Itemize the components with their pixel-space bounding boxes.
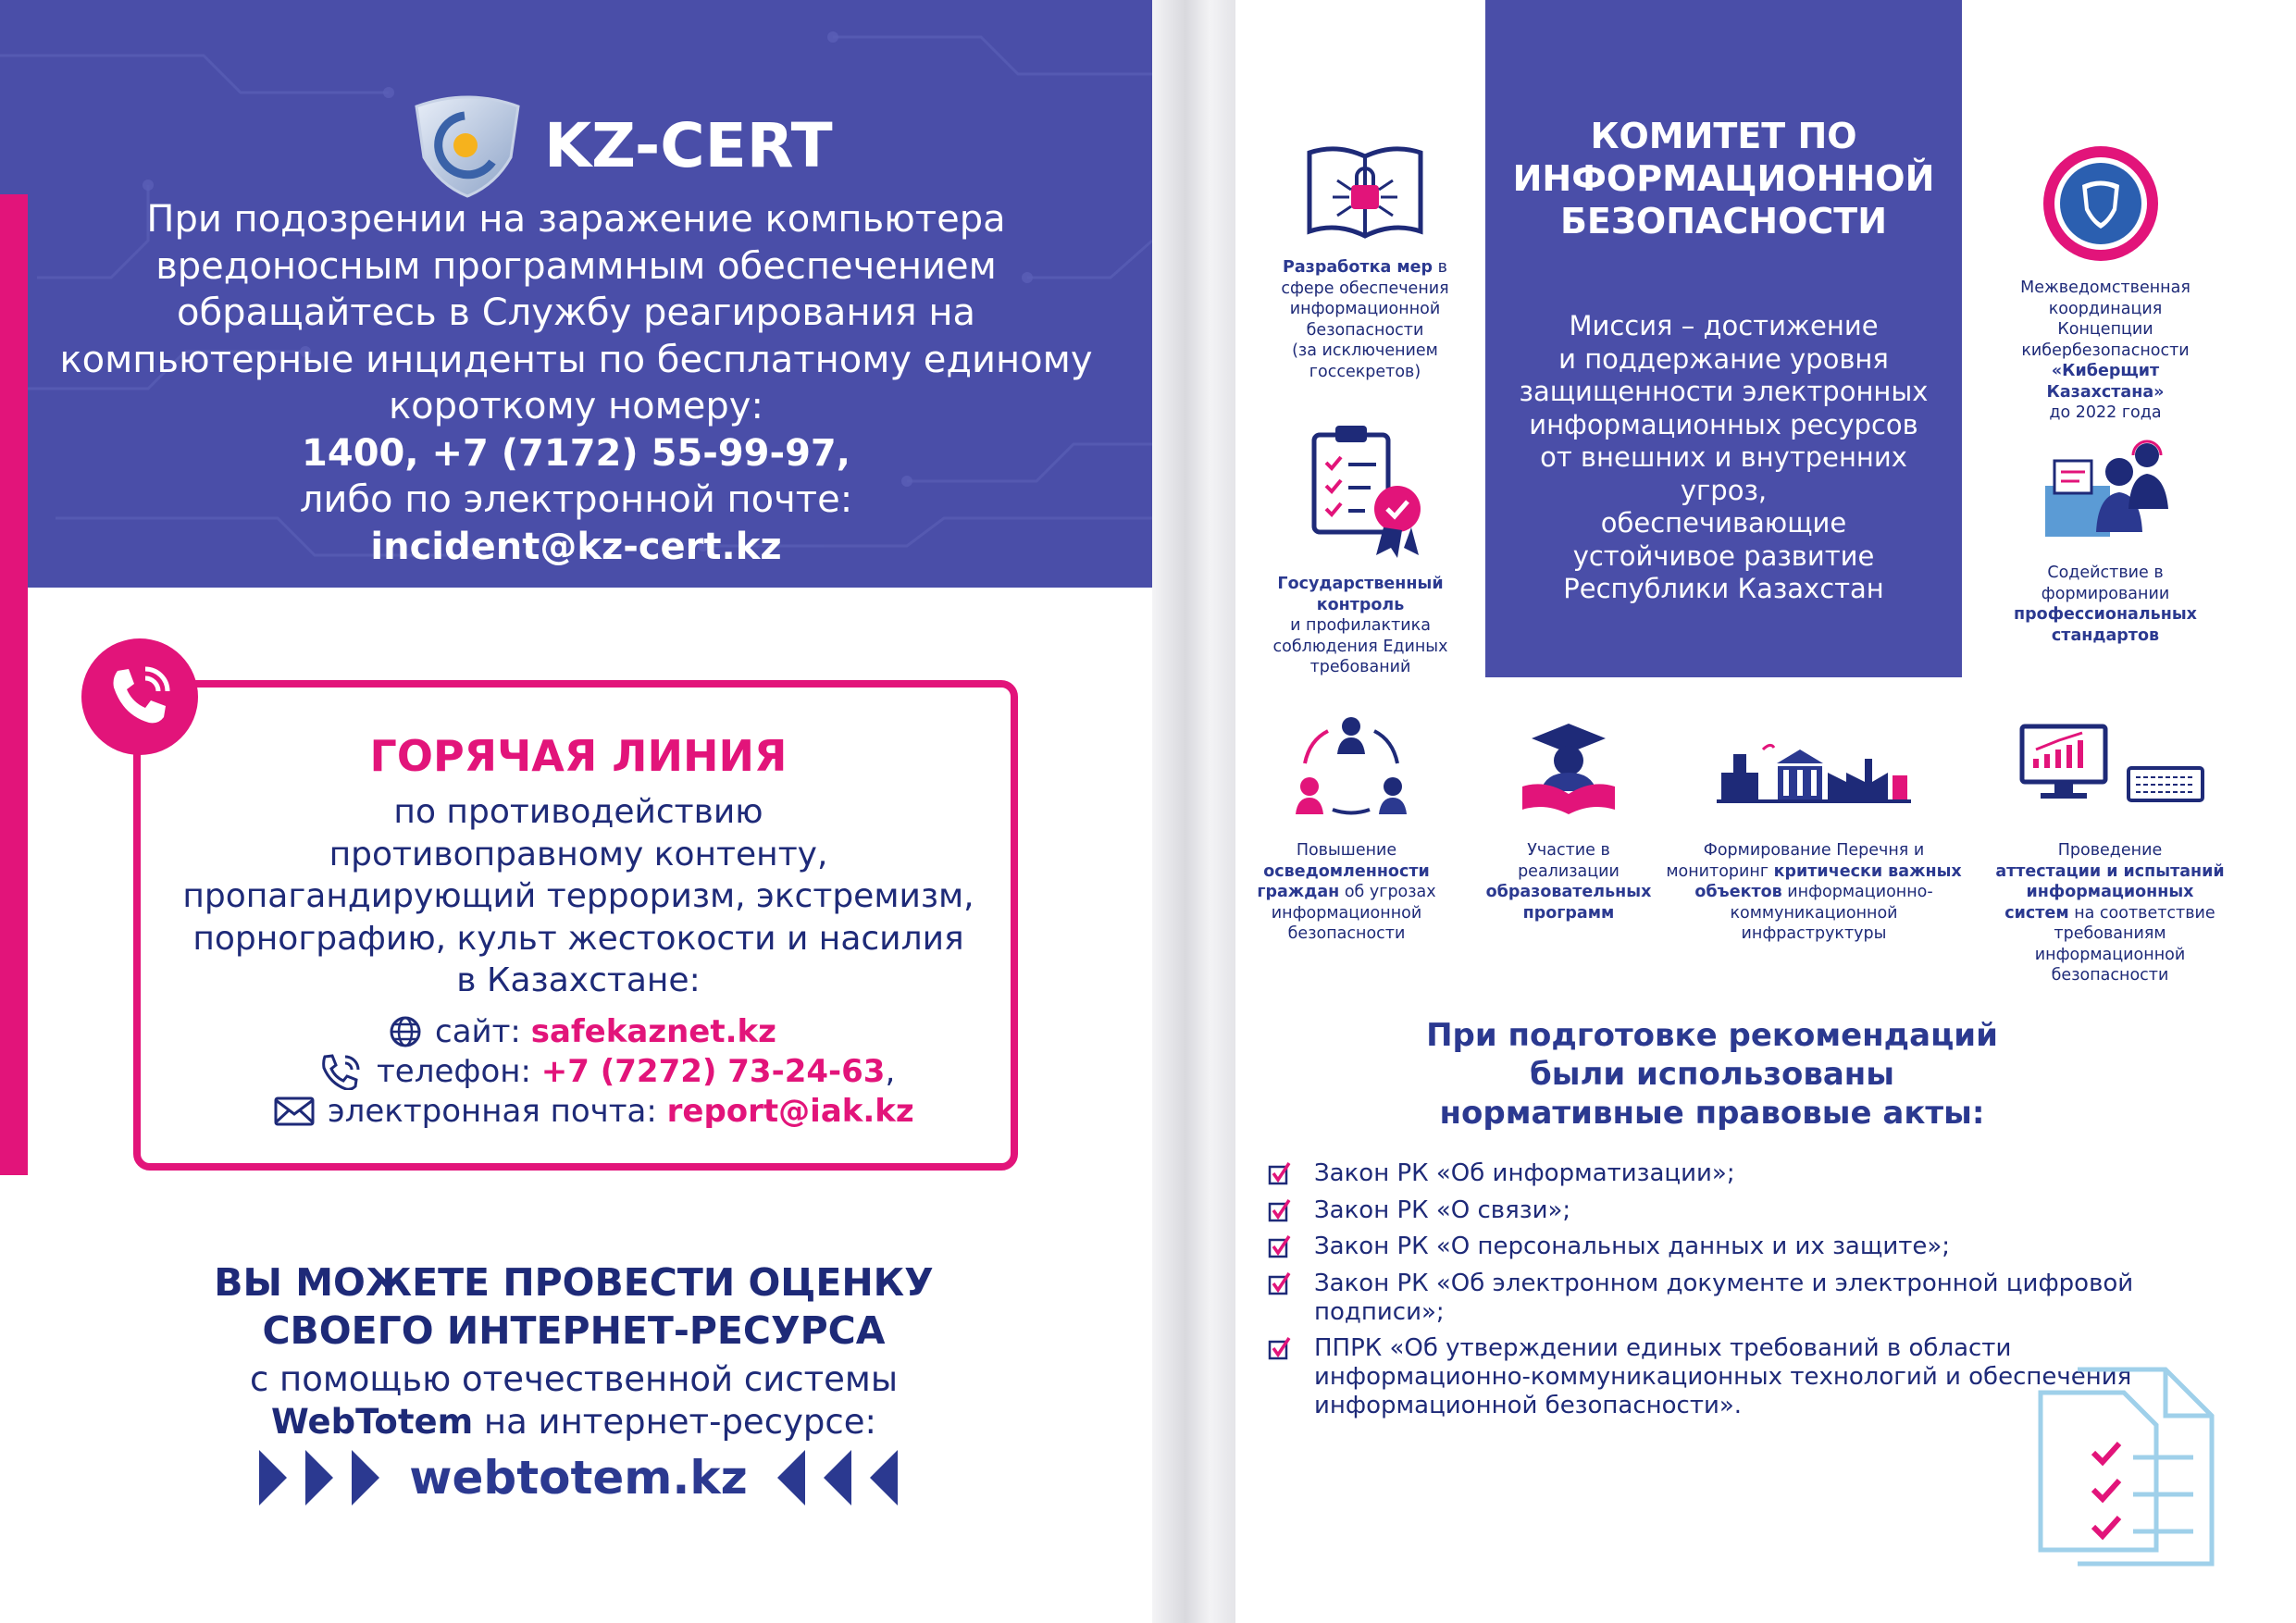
graduate-book-icon xyxy=(1518,722,1620,814)
legal-acts-title-line: При подготовке рекомендаций xyxy=(1426,1017,1998,1054)
assessment-text xyxy=(111,1358,1036,1443)
feature-bold: образовательных xyxy=(1485,883,1652,901)
site-link[interactable]: safekaznet.kz xyxy=(530,1013,776,1050)
support-operators-icon xyxy=(2041,435,2170,546)
hotline-title: ГОРЯЧАЯ ЛИНИЯ xyxy=(369,731,788,781)
feature-text: требований xyxy=(1309,658,1411,676)
phone-label: телефон: xyxy=(377,1053,541,1090)
hotline-line: порнографию, культ жестокости и насилия xyxy=(192,919,964,958)
committee-title-line: КОМИТЕТ ПО xyxy=(1590,116,1857,156)
cybershield-gear-icon xyxy=(2041,143,2161,264)
feature-text: формировании xyxy=(2041,584,2170,603)
feature-text: мониторинг xyxy=(1666,861,1774,881)
checkbox-checked-icon xyxy=(1268,1198,1292,1224)
feature-bold: граждан xyxy=(1257,883,1340,901)
site-label: сайт: xyxy=(435,1013,531,1050)
feature-bold: Разработка мер xyxy=(1283,258,1433,277)
legal-acts-title-line: были использованы xyxy=(1529,1056,1895,1093)
feature-text: коммуникационной xyxy=(1730,903,1898,923)
feature-text: координация Концепции xyxy=(2048,299,2163,339)
feature-control xyxy=(1268,574,1453,678)
assessment-line: на интернет-ресурсе: xyxy=(473,1402,876,1442)
feature-text: об угрозах xyxy=(1339,883,1436,901)
hotline-phone[interactable]: +7 (7272) 73-24-63 xyxy=(540,1053,886,1090)
mission-line: информационных ресурсов xyxy=(1529,408,1918,440)
page-spine xyxy=(1152,0,1235,1623)
webtotem-brand: WebTotem xyxy=(271,1402,474,1442)
feature-text: информационной xyxy=(2034,945,2186,964)
feature-text: Межведомственная xyxy=(2020,279,2191,297)
shield-logo-icon xyxy=(407,93,527,199)
arrows-left-icon xyxy=(768,1450,898,1505)
assessment-line: с помощью отечественной системы xyxy=(249,1359,899,1399)
feature-text: информационной xyxy=(1289,300,1441,318)
feature-bold: программ xyxy=(1522,903,1615,923)
phone-icon xyxy=(319,1053,364,1090)
feature-text: кибербезопасности xyxy=(2021,341,2190,360)
checkbox-checked-icon xyxy=(1268,1161,1292,1187)
committee-mission xyxy=(1508,310,1939,606)
globe-icon xyxy=(389,1015,422,1048)
email-label: электронная почта: xyxy=(328,1093,667,1130)
committee-title-line: ИНФОРМАЦИОННОЙ xyxy=(1512,158,1935,199)
feature-text: требованиям xyxy=(2054,924,2166,943)
feature-text: Проведение xyxy=(2057,841,2163,860)
feature-bold: стандартов xyxy=(2051,626,2160,645)
contact-phone-row xyxy=(319,1053,895,1090)
list-item xyxy=(1268,1270,2203,1327)
hotline-line: пропагандирующий терроризм, экстремизм, xyxy=(182,877,974,915)
contact-email-row xyxy=(274,1093,914,1130)
feature-bold: осведомленности xyxy=(1263,861,1430,881)
feature-text: реализации xyxy=(1518,861,1620,881)
list-item xyxy=(1268,1233,2203,1261)
phone-ringing-icon xyxy=(103,660,177,734)
list-item xyxy=(1268,1159,2203,1188)
intro-line: При подозрении на заражение компьютера xyxy=(146,198,1006,241)
computer-testing-icon xyxy=(2017,722,2207,814)
feature-measures xyxy=(1272,257,1458,382)
list-item xyxy=(1268,1196,2203,1225)
feature-bold: систем xyxy=(2004,903,2069,923)
webtotem-link[interactable]: webtotem.kz xyxy=(409,1451,748,1505)
feature-education xyxy=(1476,840,1661,923)
document-checklist-icon xyxy=(2036,1365,2226,1568)
feature-text: соблюдения Единых xyxy=(1272,637,1448,656)
feature-text: безопасности xyxy=(2051,966,2169,985)
feature-text: и профилактика xyxy=(1290,616,1431,635)
feature-text: на соответствие xyxy=(2068,903,2215,923)
feature-bold: аттестации и испытаний xyxy=(1995,861,2225,881)
intro-line: компьютерные инциденты по бесплатному единому xyxy=(59,338,1093,381)
feature-text: до 2022 года xyxy=(2049,403,2162,422)
checkbox-checked-icon xyxy=(1268,1271,1292,1297)
feature-bold: Государственный xyxy=(1277,575,1444,593)
cert-phone-numbers: 1400, +7 (7172) 55-99-97, xyxy=(302,431,850,475)
feature-text: Повышение xyxy=(1296,841,1397,860)
phone-suffix: , xyxy=(885,1053,896,1090)
book-lock-icon xyxy=(1305,143,1425,245)
kz-cert-logo xyxy=(407,93,851,199)
magenta-accent-bar xyxy=(0,194,28,1175)
feature-text: инфраструктуры xyxy=(1741,924,1887,943)
assessment-title-line: СВОЕГО ИНТЕРНЕТ-РЕСУРСА xyxy=(262,1308,886,1353)
feature-coordination xyxy=(1999,278,2212,424)
clipboard-checklist-icon xyxy=(1309,421,1430,560)
logo-text: KZ-CERT xyxy=(544,110,833,181)
feature-text: безопасности xyxy=(1287,924,1406,943)
cert-intro-text xyxy=(56,196,1097,570)
legal-acts-title-line: нормативные правовые акты: xyxy=(1439,1095,1985,1132)
hotline-line: в Казахстане: xyxy=(456,961,701,999)
feature-bold: объектов xyxy=(1694,883,1782,901)
webtotem-link-row xyxy=(259,1445,898,1510)
mission-line: защищенности электронных xyxy=(1519,376,1929,407)
feature-bold: профессиональных xyxy=(2014,605,2197,624)
feature-text: информационной xyxy=(1271,903,1422,923)
law-text: Закон РК «Об электронном документе и электронной цифровой подписи»; xyxy=(1314,1269,2134,1326)
cert-email: incident@kz-cert.kz xyxy=(370,525,782,568)
law-text: Закон РК «О связи»; xyxy=(1314,1196,1571,1224)
intro-line: короткому номеру: xyxy=(389,385,763,427)
feature-text: Участие в xyxy=(1527,841,1610,860)
hotline-email[interactable]: report@iak.kz xyxy=(666,1093,914,1130)
committee-title-line: БЕЗОПАСНОСТИ xyxy=(1559,201,1888,242)
feature-text: безопасности xyxy=(1306,320,1424,340)
feature-attestation xyxy=(1990,840,2230,986)
mission-line: и поддержание уровня xyxy=(1558,342,1889,375)
law-text: Закон РК «О персональных данных и их защите»; xyxy=(1314,1233,1951,1260)
law-text: Закон РК «Об информатизации»; xyxy=(1314,1159,1735,1187)
people-cycle-icon xyxy=(1291,712,1411,824)
feature-text: информационно- xyxy=(1781,883,1933,901)
mission-line: от внешних и внутренних угроз, xyxy=(1540,441,1907,506)
intro-line: обращайтесь в Службу реагирования на xyxy=(176,291,976,334)
feature-text: в xyxy=(1433,258,1447,277)
feature-text: Формирование Перечня и xyxy=(1703,841,1925,860)
feature-text: (за исключением xyxy=(1292,341,1438,360)
hotline-description xyxy=(139,791,1018,1002)
mission-line: Миссия – достижение xyxy=(1569,310,1879,341)
envelope-icon xyxy=(274,1096,315,1126)
critical-infrastructure-icon xyxy=(1717,740,1911,805)
contact-site-row xyxy=(389,1013,776,1050)
legal-acts-title xyxy=(1388,1016,2036,1133)
feature-bold: критически важных xyxy=(1773,861,1962,881)
hotline-line: противоправному контенту, xyxy=(329,835,828,873)
feature-bold: «Киберщит Казахстана» xyxy=(2046,362,2165,402)
checkbox-checked-icon xyxy=(1268,1234,1292,1260)
feature-text: Содействие в xyxy=(2047,564,2164,582)
intro-line: либо по электронной почте: xyxy=(299,478,853,521)
mission-line: устойчивое развитие xyxy=(1572,539,1875,572)
law-text: ППРК «Об утверждении единых требований в области информационно-коммуникационных технологий и обеспечения информационной безопасности». xyxy=(1314,1334,2132,1419)
checkbox-checked-icon xyxy=(1268,1336,1292,1362)
feature-text: сфере обеспечения xyxy=(1281,279,1449,298)
committee-title xyxy=(1485,115,1962,242)
feature-standards xyxy=(2013,563,2198,646)
feature-bold: информационных xyxy=(2026,883,2194,901)
mission-line: Республики Казахстан xyxy=(1563,573,1884,604)
feature-awareness xyxy=(1254,840,1439,945)
assessment-title xyxy=(111,1258,1036,1355)
intro-line: вредоносным программным обеспечением xyxy=(155,244,997,288)
feature-bold: контроль xyxy=(1316,595,1405,614)
arrows-right-icon xyxy=(259,1450,389,1505)
mission-line: обеспечивающие xyxy=(1600,507,1847,539)
hotline-line: по противодействию xyxy=(393,793,763,831)
assessment-title-line: ВЫ МОЖЕТЕ ПРОВЕСТИ ОЦЕНКУ xyxy=(214,1260,934,1305)
feature-critical xyxy=(1666,840,1962,945)
feature-text: госсекретов) xyxy=(1309,362,1421,381)
